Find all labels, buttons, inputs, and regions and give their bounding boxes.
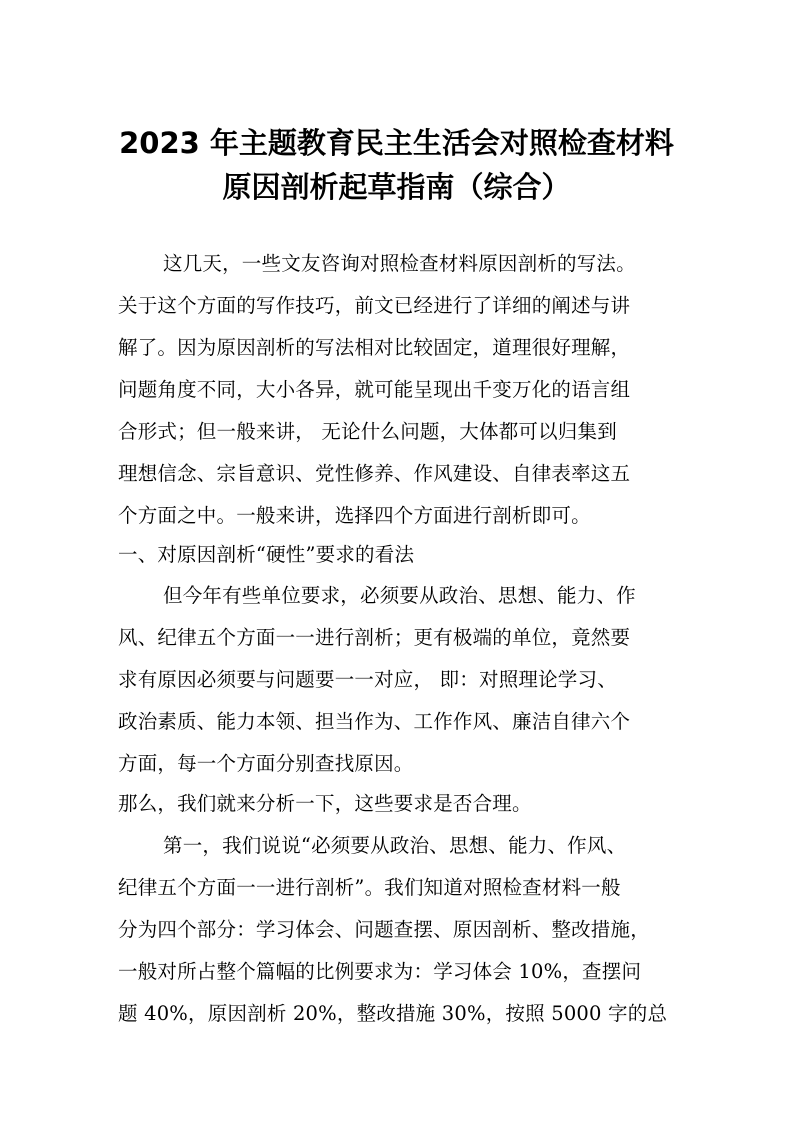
paragraph-2-line: 风、纪律五个方面一一进行剖析；更有极端的单位，竟然要 [118,626,631,649]
paragraph-1-line: 这几天，一些文友咨询对照检查材料原因剖析的写法。 [163,252,636,275]
paragraph-4-line: 纪律五个方面一一进行剖析”。我们知道对照检查材料一般 [118,876,621,899]
section-heading-1: 一、对原因剖析“硬性”要求的看法 [118,543,415,566]
paragraph-1-line: 个方面之中。一般来讲，选择四个方面进行剖析即可。 [118,504,591,527]
paragraph-1-line: 关于这个方面的写作技巧，前文已经进行了详细的阐述与讲 [118,294,631,317]
paragraph-1-line: 解了。因为原因剖析的写法相对比较固定，道理很好理解， [118,336,631,359]
paragraph-1-line: 理想信念、宗旨意识、党性修养、作风建设、自律表率这五 [118,462,631,485]
paragraph-4-line: 题 40%，原因剖析 20%，整改措施 30%，按照 5000 字的总 [118,1002,668,1025]
paragraph-2-line: 方面，每一个方面分别查找原因。 [118,752,414,775]
paragraph-2-line: 求有原因必须要与问题要一一对应， 即：对照理论学习、 [118,668,617,691]
paragraph-4-line: 一般对所占整个篇幅的比例要求为：学习体会 10%，查摆问 [118,960,642,983]
paragraph-2-line: 但今年有些单位要求，必须要从政治、思想、能力、作 [163,584,636,607]
paragraph-1-line: 问题角度不同，大小各异，就可能呈现出千变万化的语言组 [118,378,631,401]
paragraph-4-line: 第一，我们说说“必须要从政治、思想、能力、作风、 [163,834,627,857]
paragraph-2-line: 政治素质、能力本领、担当作为、工作作风、廉洁自律六个 [118,710,631,733]
document-title-line-2: 原因剖析起草指南（综合） [222,170,571,204]
document-title-line-1: 2023 年主题教育民主生活会对照检查材料 [119,126,674,160]
paragraph-1-line: 合形式；但一般来讲， 无论什么问题，大体都可以归集到 [118,420,617,443]
paragraph-3: 那么，我们就来分析一下，这些要求是否合理。 [118,792,532,815]
paragraph-4-line: 分为四个部分：学习体会、问题查摆、原因剖析、整改措施， [118,918,650,941]
